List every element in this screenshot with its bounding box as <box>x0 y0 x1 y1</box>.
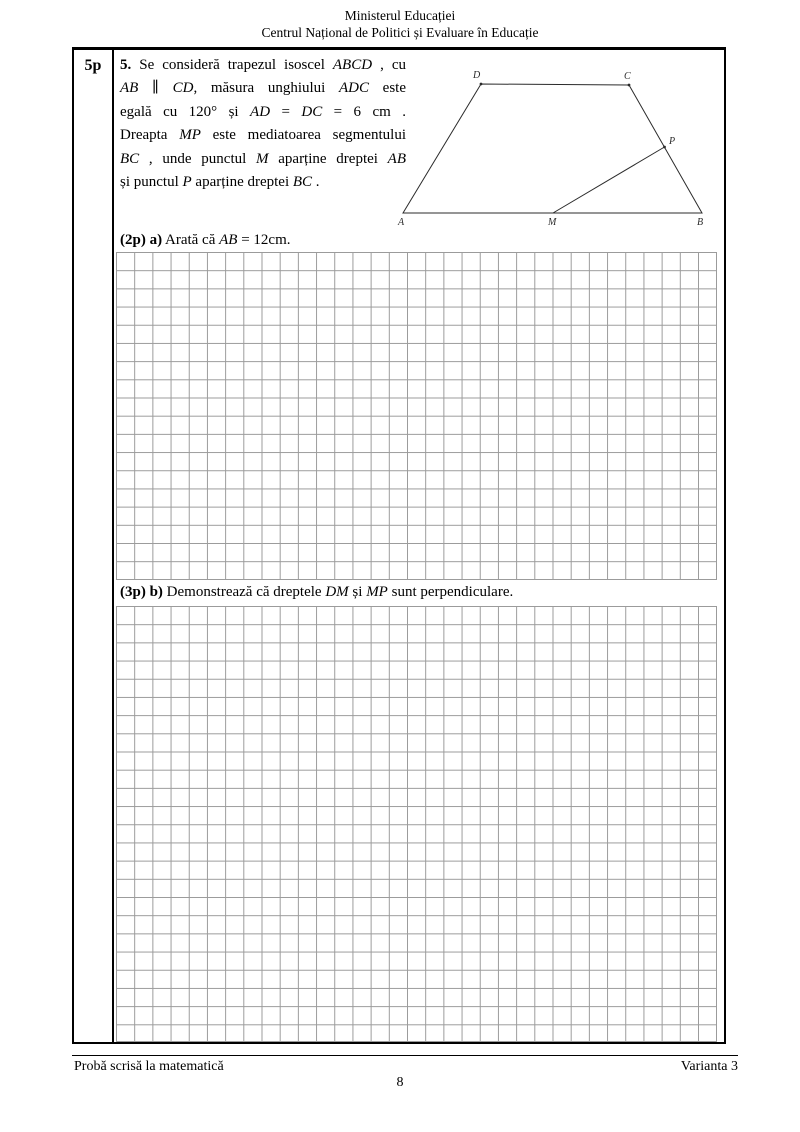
statement-line: egală cu 120° și AD = DC = 6 cm . <box>120 103 406 120</box>
header-center: Centrul Național de Politici și Evaluare în Educație <box>261 25 539 40</box>
footer-subject: Probă scrisă la matematică <box>74 1059 224 1074</box>
footer-divider <box>72 1055 738 1056</box>
problem-statement <box>120 54 406 194</box>
page-number: 8 <box>396 1075 404 1090</box>
figure-label-a: A <box>398 217 405 228</box>
vertex-dot-d <box>480 83 483 86</box>
figure-label-c: C <box>624 71 631 82</box>
figure-label-b: B <box>697 217 704 228</box>
statement-line: AB ∥ CD, măsura unghiului ADC este <box>120 80 406 97</box>
statement-line: 5. Se consideră trapezul isoscel ABCD , cu <box>120 57 406 73</box>
points-cell: 5p <box>74 50 114 1042</box>
answer-grid-b <box>116 606 717 1042</box>
part-a-label: (2p) a) Arată că AB = 12cm. <box>120 232 291 248</box>
statement-line: și punctul P aparține dreptei BC . <box>120 174 320 191</box>
trapezoid-figure <box>396 64 716 230</box>
problem-table <box>72 47 726 1044</box>
header-ministry: Ministerul Educației <box>344 8 456 23</box>
figure-label-p: P <box>669 136 676 147</box>
answer-grid-a <box>116 252 717 580</box>
segment-mp <box>553 147 665 213</box>
vertex-dot-p <box>663 146 666 149</box>
trapezoid-outline <box>403 84 702 213</box>
footer-variant: Varianta 3 <box>680 1059 738 1074</box>
part-b-label: (3p) b) Demonstrează că dreptele DM și MP sunt perpendiculare. <box>120 584 514 600</box>
vertex-dot-c <box>628 84 631 87</box>
figure-label-m: M <box>548 217 557 228</box>
problem-content-cell <box>114 50 724 1042</box>
statement-line: BC , unde punctul M aparține dreptei AB <box>120 150 406 167</box>
statement-line: Dreapta MP este mediatoarea segmentului <box>120 127 406 144</box>
figure-label-d: D <box>473 70 481 81</box>
